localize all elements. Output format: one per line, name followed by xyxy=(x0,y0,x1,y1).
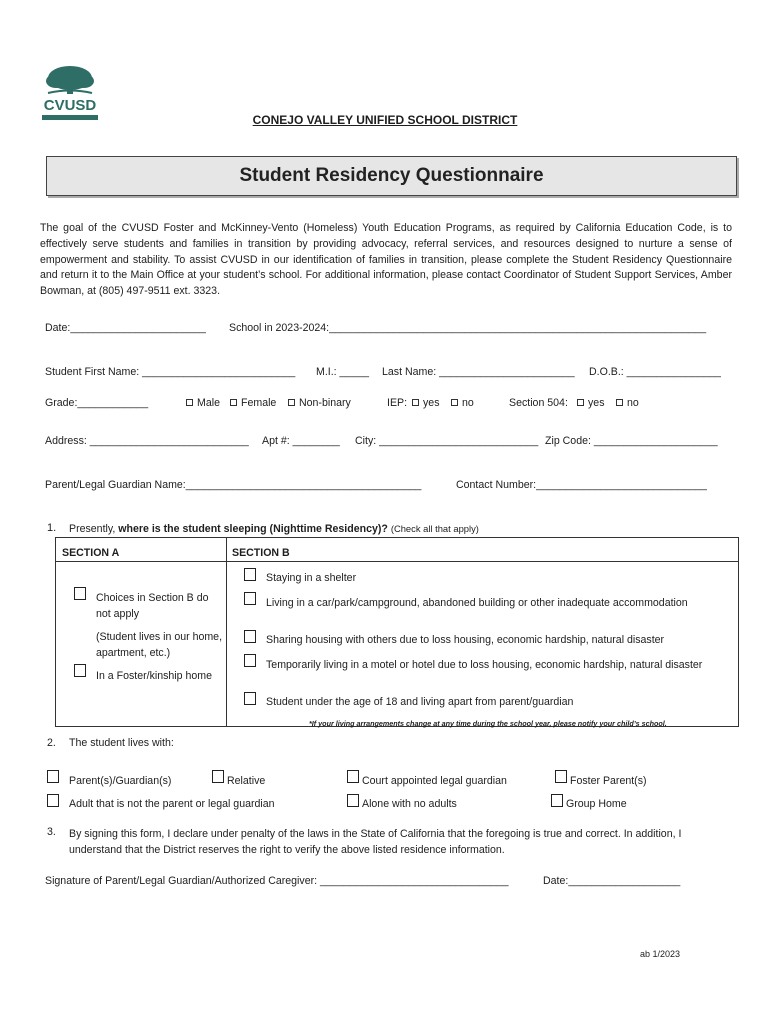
q2-question: The student lives with: xyxy=(69,737,174,749)
signature-date-field[interactable]: Date:___________________ xyxy=(543,875,681,887)
iep-yes-option[interactable]: yes xyxy=(412,397,440,409)
residency-note: *If your living arrangements change at any time during the school year, please notify your child’s school. xyxy=(309,719,667,728)
checkbox-icon[interactable] xyxy=(212,770,224,783)
checkbox-icon[interactable] xyxy=(186,399,193,406)
q1-question: Presently, where is the student sleeping (Nighttime Residency)? (Check all that apply) xyxy=(69,523,479,535)
title-box xyxy=(46,156,737,196)
first-name-field[interactable]: Student First Name: __________________________ xyxy=(45,366,296,378)
checkbox-icon[interactable] xyxy=(244,592,256,605)
dob-field[interactable]: D.O.B.: ________________ xyxy=(589,366,721,378)
last-name-field[interactable]: Last Name: _______________________ xyxy=(382,366,575,378)
checkbox-icon[interactable] xyxy=(347,770,359,783)
section-a-note: (Student lives in our home, apartment, etc.) xyxy=(96,631,223,659)
zip-field[interactable]: Zip Code: _____________________ xyxy=(545,435,718,447)
q2-number: 2. xyxy=(47,737,56,749)
school-field[interactable]: School in 2023-2024:________________________________________________________________ xyxy=(229,322,707,334)
checkbox-icon[interactable] xyxy=(577,399,584,406)
section-a-option: In a Foster/kinship home xyxy=(96,670,212,682)
mi-field[interactable]: M.I.: _____ xyxy=(316,366,369,378)
q3-declaration: By signing this form, I declare under penalty of the laws in the State of California that the foregoing is true and correct. In addition, I understand that the District reserves the right to verify the above listed residence information. xyxy=(69,828,682,856)
lives-with-option: Group Home xyxy=(566,798,627,810)
q3-number: 3. xyxy=(47,826,56,838)
city-field[interactable]: City: ___________________________ xyxy=(355,435,539,447)
section-b-header: SECTION B xyxy=(232,547,290,559)
checkbox-icon[interactable] xyxy=(551,794,563,807)
checkbox-icon[interactable] xyxy=(451,399,458,406)
iep-label: IEP: xyxy=(387,397,408,409)
q1-number: 1. xyxy=(47,522,57,534)
section-b-option: Staying in a shelter xyxy=(266,572,357,584)
checkbox-icon[interactable] xyxy=(47,770,59,783)
district-name: CONEJO VALLEY UNIFIED SCHOOL DISTRICT xyxy=(252,113,518,127)
gender-nonbinary-option[interactable]: Non-binary xyxy=(288,397,351,409)
section504-no-option[interactable]: no xyxy=(616,397,639,409)
section504-label: Section 504: xyxy=(509,397,568,409)
checkbox-icon[interactable] xyxy=(74,587,86,600)
address-field[interactable]: Address: ___________________________ xyxy=(45,435,249,447)
checkbox-icon[interactable] xyxy=(244,568,256,581)
checkbox-icon[interactable] xyxy=(74,664,86,677)
revision-note: ab 1/2023 xyxy=(640,949,681,959)
contact-number-field[interactable]: Contact Number:_____________________________ xyxy=(456,479,707,491)
section-a-header: SECTION A xyxy=(62,547,120,559)
iep-no-option[interactable]: no xyxy=(451,397,474,409)
lives-with-option: Relative xyxy=(227,775,266,787)
guardian-name-field[interactable]: Parent/Legal Guardian Name:________________________________________ xyxy=(45,479,422,491)
table-divider xyxy=(56,561,738,562)
checkbox-icon[interactable] xyxy=(47,794,59,807)
lives-with-option: Alone with no adults xyxy=(362,798,457,810)
logo-text: CVUSD xyxy=(43,97,97,114)
table-divider xyxy=(226,538,227,726)
checkbox-icon[interactable] xyxy=(244,654,256,667)
lives-with-option: Foster Parent(s) xyxy=(570,775,647,787)
checkbox-icon[interactable] xyxy=(244,630,256,643)
checkbox-icon[interactable] xyxy=(288,399,295,406)
checkbox-icon[interactable] xyxy=(244,692,256,705)
section-b-option: Living in a car/park/campground, abandoned building or other inadequate accommodation xyxy=(266,597,688,609)
apt-field[interactable]: Apt #: ________ xyxy=(262,435,340,447)
section-b-option: Student under the age of 18 and living apart from parent/guardian xyxy=(266,696,574,708)
checkbox-icon[interactable] xyxy=(347,794,359,807)
lives-with-option: Parent(s)/Guardian(s) xyxy=(69,775,172,787)
date-field[interactable]: Date:_______________________ xyxy=(45,322,206,334)
section-b-option: Temporarily living in a motel or hotel due to loss housing, economic hardship, natural disaster xyxy=(266,659,703,671)
lives-with-option: Court appointed legal guardian xyxy=(362,775,507,787)
gender-female-option[interactable]: Female xyxy=(230,397,276,409)
gender-male-option[interactable]: Male xyxy=(186,397,220,409)
checkbox-icon[interactable] xyxy=(555,770,567,783)
checkbox-icon[interactable] xyxy=(230,399,237,406)
intro-paragraph: The goal of the CVUSD Foster and McKinney-Vento (Homeless) Youth Education Programs, as required by California Education Code, is to effectively serve students and families in transition by providing advocacy, referral services, and resources designed to nurture a sense of empowerment and stability. To assist CVUSD in our identification of families in transition, please complete the Student Residency Questionnaire and return it to the Main Office at your student’s school. For additional information, please contact Coordinator of Student Support Services, Amber Bowman, at (805) 497-9511 ext. 3323. xyxy=(40,222,732,298)
checkbox-icon[interactable] xyxy=(412,399,419,406)
checkbox-icon[interactable] xyxy=(616,399,623,406)
section-b-option: Sharing housing with others due to loss housing, economic hardship, natural disaster xyxy=(266,634,665,646)
signature-field[interactable]: Signature of Parent/Legal Guardian/Authorized Caregiver: ________________________________ xyxy=(45,875,509,887)
lives-with-option: Adult that is not the parent or legal guardian xyxy=(69,798,275,810)
grade-field[interactable]: Grade:____________ xyxy=(45,397,149,409)
page-title: Student Residency Questionnaire xyxy=(239,165,544,186)
section504-yes-option[interactable]: yes xyxy=(577,397,605,409)
section-a-option: Choices in Section B do not apply xyxy=(96,592,209,620)
